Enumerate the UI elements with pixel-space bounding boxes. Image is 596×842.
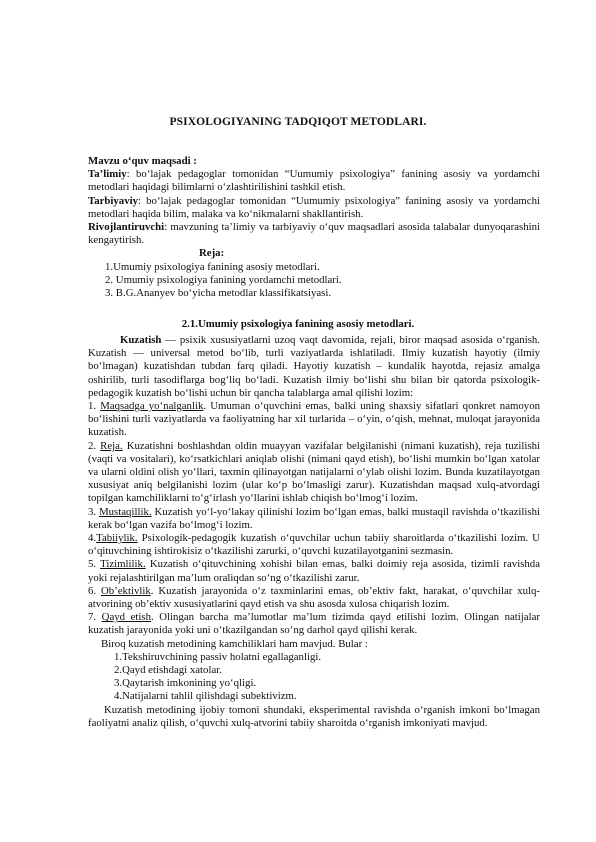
requirement-term: Reja. (100, 439, 123, 452)
requirement-item (88, 506, 540, 532)
requirement-term: Qayd etish (101, 611, 151, 624)
document-title: PSIXOLOGIYANING TADQIQOT METODLARI. (169, 116, 427, 128)
requirement-item (88, 558, 540, 584)
shortcoming-item: 4.Natijalarni tahlil qilishdagi subektivizm. (114, 690, 297, 703)
requirement-item (88, 585, 540, 611)
requirement-text: . Kuzatish jarayonida o‘z taxminlarini emas, ob’ektiv fakt, harakat, o‘quvchilar xulq-atvorining ob’ektiv xususiyatlarini qayd etish va shu asosda xulosa chiqarish lozim. (88, 584, 540, 611)
goal-upbringing (88, 195, 540, 221)
shortcoming-item: 3.Qaytarish imkonining yo‘qligi. (114, 677, 257, 690)
shortcomings-intro: Biroq kuzatish metodining kamchiliklari ham mavjud. Bular : (101, 637, 368, 650)
plan-item: 2. Umumiy psixologiya fanining yordamchi metodlari. (105, 273, 342, 286)
requirement-term: Ob’ektivlik (100, 584, 151, 597)
shortcoming-item: 2.Qayd etishdagi xatolar. (114, 664, 222, 677)
intro-paragraph (88, 334, 540, 400)
goal-text: : mavzuning ta’limiy va tarbiyaviy o‘quv maqsadlari asosida talabalar dunyoqarashini kengaytirish. (88, 221, 540, 247)
shortcoming-item: 1.Tekshiruvchining passiv holatni egallaganligi. (114, 650, 322, 663)
plan-item: 3. B.G.Ananyev bo‘yicha metodlar klassifikatsiyasi. (105, 287, 332, 300)
requirement-text: Kuzatish yo‘l-yo‘lakay qilinishi lozim bo‘lgan emas, balki mustaqil ravishda o‘tkazilishi kerak bo‘lgan vazifa bo‘lmog‘i lozim. (88, 505, 541, 531)
goal-label: Tarbiyaviy (88, 194, 138, 207)
requirement-number: 6. (88, 584, 101, 597)
requirement-number: 4. (88, 532, 97, 545)
requirement-item (88, 400, 540, 440)
intro-term: Kuzatish (120, 334, 162, 346)
learning-goals (88, 155, 540, 300)
goal-text: : bo‘lajak pedagoglar tomonidan “Uumumiy psixologiya” fanining asosiy va yordamchi metodlari haqidagi bilimlarni o‘zlashtirilishini tashkil etish. (88, 168, 540, 194)
requirement-term: Tizimlilik. (100, 558, 146, 571)
section-body (88, 334, 540, 730)
goal-developmental (88, 221, 540, 247)
requirement-item (88, 440, 540, 506)
requirement-number: 3. (88, 505, 100, 518)
shortcomings-list (88, 651, 540, 704)
requirement-item (88, 611, 540, 637)
requirement-text: Kuzatishni boshlashdan oldin muayyan vazifalar belgilanishi (nimani kuzatish), reja tuzilishi (vaqti va vositalari), ko‘rsatkichlari aniqlab olishi (nimani qayd etish), bo‘lishi mumkin bo‘lgan xatolar va ularni oldini olish yo‘llari, taxmin qilinayotgan natijalarni o‘ylab olishi lozim. Bunda kuzatilayotgan xususiyat aniq belgilanishi lozim (ular ko‘p bo‘lmasligi zarur). Kuzatishdan maqsad xulq-atvordagi topilgan kamchiliklarni to‘g‘irlash yo‘llarini ishlab chiqish bo‘lmog‘i lozim. (88, 439, 541, 505)
goals-heading: Mavzu o‘quv maqsadi : (88, 155, 197, 167)
goal-educational (88, 168, 540, 194)
goal-label: Rivojlantiruvchi (88, 221, 165, 234)
requirement-text: . Umuman o‘quvchini emas, balki uning shaxsiy sifatlari qonkret namoyon bo‘lishini turli vaziyatlarda va faoliyatning har xil turlarida – o‘yin, o‘qish, mehnat, muloqat jarayonida kuzatish. (88, 400, 540, 439)
requirement-number: 1. (88, 400, 101, 413)
requirement-text: Kuzatish o‘qituvchining xohishi bilan emas, balki doimiy reja asosida, tizimli ravishda yoki rejalashtirilgan ma’lum oraliqdan so‘ng o‘tkazilishi zarur. (88, 558, 540, 584)
intro-text: — psixik xususiyatlarni uzoq vaqt davomida, rejali, biror maqsad asosida o‘rganish. Kuzatish — universal metod bo‘lib, turli vaziyatlarda ishlatiladi. Ilmiy kuzatish hayotiy (ilmiy bo‘lmagan) kuzatishdan tubdan farq qiladi. Hayotiy kuzatish – kundalik hayotda, rejasiz amalga oshirilib, turli tasodiflarga bog‘liq bo‘ladi. Kuzatish ilmiy bo‘lishi shu bilan bir qatorda psixologik-pedagogik kuzatish bo‘lishi uchun bir qancha talablarga amal qilishi lozim: (88, 334, 540, 399)
goal-text: : bo‘lajak pedagoglar tomonidan “Uumumiy psixologiya” fanining asosiy va yordamchi metodlari haqida bilim, malaka va ko‘nikmalarni shakllantirish. (88, 194, 540, 220)
requirement-term: Tabiiylik. (96, 532, 138, 545)
plan-item: 1.Umumiy psixologiya fanining asosiy metodlari. (105, 260, 320, 273)
plan-title: Reja: (199, 247, 225, 260)
requirement-text: . Olingan barcha ma’lumotlar ma’lum tizimda qayd etilishi lozim. Olingan natijalar kuzatish jarayonida yoki uni o‘tkazilgandan so‘ng darhol qayd qilishi kerak. (88, 611, 540, 637)
plan-list (88, 261, 540, 301)
requirement-item (88, 532, 540, 558)
closing-paragraph: Kuzatish metodining ijobiy tomoni shundaki, eksperimental ravishda o‘rganish imkoni bo‘lmagan faoliyatni analiz qilish, o‘quvchi xulq-atvorini tabiiy sharoitda o‘rganish imkoniyati mavjud. (88, 703, 540, 729)
requirement-number: 7. (88, 611, 102, 624)
requirement-number: 2. (88, 439, 101, 452)
requirement-term: Maqsadga yo‘nalganlik (100, 400, 204, 413)
requirement-number: 5. (88, 558, 101, 571)
goal-label: Ta’limiy (88, 168, 127, 181)
requirement-text: Psixologik-pedagogik kuzatish o‘quvchilar uchun tabiiy sharoitlarda o‘tkazilishi lozim. U o‘qituvchining ishtirokisiz o‘tkazilishi zarurki, o‘quvchi kuzatilayotganini sezmasin. (88, 532, 540, 558)
section-title: 2.1.Umumiy psixologiya fanining asosiy metodlari. (181, 318, 415, 330)
requirement-term: Mustaqillik. (99, 505, 152, 518)
